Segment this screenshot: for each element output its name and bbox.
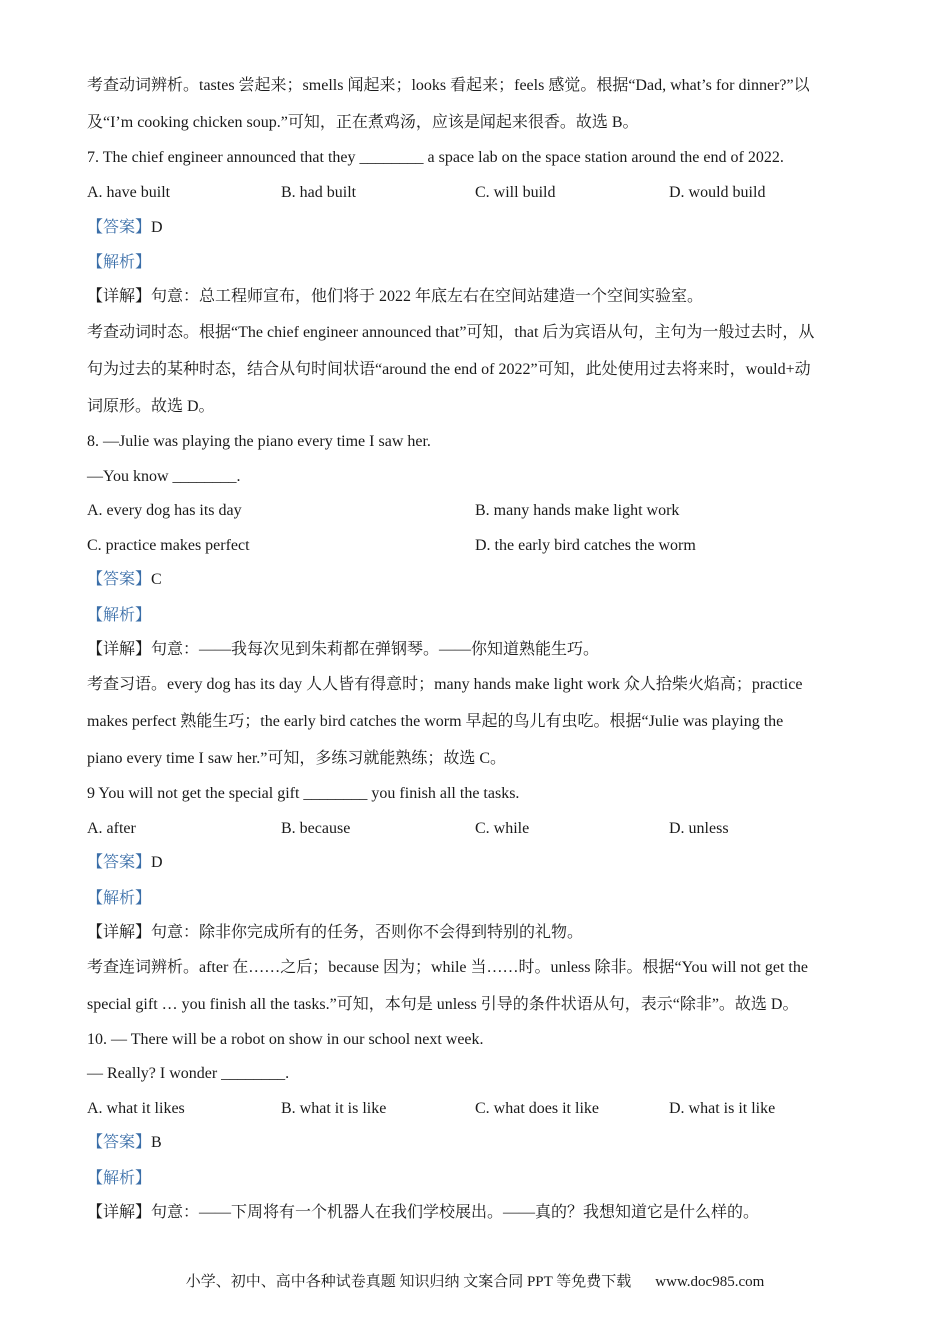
answer-tag: 【答案】	[87, 571, 152, 588]
q9-explain-2: special gift … you finish all the tasks.”可知，本句是 unless 引导的条件状语从句，表示“除非”。故选 D。	[87, 996, 799, 1013]
answer-value: B	[151, 1134, 162, 1151]
detail-text: 句意：总工程师宣布，他们将于 2022 年底左右在空间站建造一个空间实验室。	[151, 288, 704, 305]
q7-option-a: A. have built	[87, 184, 171, 201]
analysis-tag: 【解析】	[87, 254, 152, 271]
q10-option-a: A. what it likes	[87, 1100, 185, 1117]
q9-answer	[87, 853, 163, 873]
q8-explain-2: makes perfect 熟能生巧；the early bird catches the worm 早起的鸟儿有虫吃。根据“Julie was playing the	[87, 713, 784, 730]
intro-line-1: 考查动词辨析。tastes 尝起来；smells 闻起来；looks 看起来；feels 感觉。根据“Dad, what’s for dinner?”以	[87, 77, 810, 94]
detail-text: 句意：除非你完成所有的任务，否则你不会得到特别的礼物。	[151, 924, 584, 941]
q7-detail	[87, 287, 703, 307]
q8-explain-1: 考查习语。every dog has its day 人人皆有得意时；many hands make light work 众人拾柴火焰高；practice	[87, 676, 803, 693]
q10-stem-2: — Really? I wonder ________.	[87, 1065, 290, 1082]
analysis-tag: 【解析】	[87, 890, 152, 907]
detail-tag: 【详解】	[87, 288, 152, 305]
answer-value: C	[151, 571, 162, 588]
q9-explain-1: 考查连词辨析。after 在……之后；because 因为；while 当……时。unless 除非。根据“You will not get the	[87, 959, 808, 976]
q10-option-b: B. what it is like	[281, 1100, 387, 1117]
q8-option-c: C. practice makes perfect	[87, 537, 250, 554]
q7-explain-1: 考查动词时态。根据“The chief engineer announced that”可知，that 后为宾语从句，主句为一般过去时，从	[87, 324, 815, 341]
q7-answer	[87, 218, 163, 238]
detail-text: 句意：——我每次见到朱莉都在弹钢琴。——你知道熟能生巧。	[151, 641, 600, 658]
detail-tag: 【详解】	[87, 1204, 152, 1221]
q10-option-c: C. what does it like	[475, 1100, 599, 1117]
q8-stem-1: 8. —Julie was playing the piano every time I saw her.	[87, 433, 431, 450]
q10-option-d: D. what is it like	[669, 1100, 776, 1117]
q8-explain-3: piano every time I saw her.”可知，多练习就能熟练；故选 C。	[87, 750, 507, 767]
answer-value: D	[151, 854, 163, 871]
q10-stem-1: 10. — There will be a robot on show in our school next week.	[87, 1031, 484, 1048]
q9-option-c: C. while	[475, 820, 530, 837]
q7-explain-3: 词原形。故选 D。	[87, 398, 215, 415]
q10-answer	[87, 1133, 162, 1153]
q9-option-d: D. unless	[669, 820, 729, 837]
page-footer	[0, 1270, 950, 1291]
footer-url[interactable]: www.doc985.com	[655, 1274, 765, 1290]
q9-analysis	[87, 889, 151, 909]
q8-detail	[87, 640, 599, 660]
q7-analysis	[87, 253, 151, 273]
q9-option-a: A. after	[87, 820, 136, 837]
q8-analysis	[87, 606, 151, 626]
q8-option-b: B. many hands make light work	[475, 502, 680, 519]
q9-stem: 9 You will not get the special gift ________ you finish all the tasks.	[87, 785, 520, 802]
analysis-tag: 【解析】	[87, 1170, 152, 1187]
q10-detail	[87, 1203, 759, 1223]
q8-option-a: A. every dog has its day	[87, 502, 242, 519]
q10-analysis	[87, 1169, 151, 1189]
q7-option-c: C. will build	[475, 184, 556, 201]
q7-stem: 7. The chief engineer announced that they ________ a space lab on the space station around the end of 2022.	[87, 149, 784, 166]
q8-option-d: D. the early bird catches the worm	[475, 537, 696, 554]
q9-detail	[87, 923, 583, 943]
q7-option-b: B. had built	[281, 184, 357, 201]
footer-text: 小学、初中、高中各种试卷真题 知识归纳 文案合同 PPT 等免费下载	[185, 1274, 632, 1290]
answer-value: D	[151, 219, 163, 236]
answer-tag: 【答案】	[87, 1134, 152, 1151]
answer-tag: 【答案】	[87, 219, 152, 236]
answer-tag: 【答案】	[87, 854, 152, 871]
analysis-tag: 【解析】	[87, 607, 152, 624]
detail-tag: 【详解】	[87, 641, 152, 658]
q9-option-b: B. because	[281, 820, 351, 837]
q8-stem-2: —You know ________.	[87, 468, 241, 485]
q7-explain-2: 句为过去的某种时态，结合从句时间状语“around the end of 2022”可知，此处使用过去将来时，would+动	[87, 361, 811, 378]
q7-option-d: D. would build	[669, 184, 766, 201]
detail-tag: 【详解】	[87, 924, 152, 941]
intro-line-2: 及“I’m cooking chicken soup.”可知，正在煮鸡汤，应该是闻起来很香。故选 B。	[87, 114, 639, 131]
q8-answer	[87, 570, 162, 590]
detail-text: 句意：——下周将有一个机器人在我们学校展出。——真的？我想知道它是什么样的。	[151, 1204, 760, 1221]
